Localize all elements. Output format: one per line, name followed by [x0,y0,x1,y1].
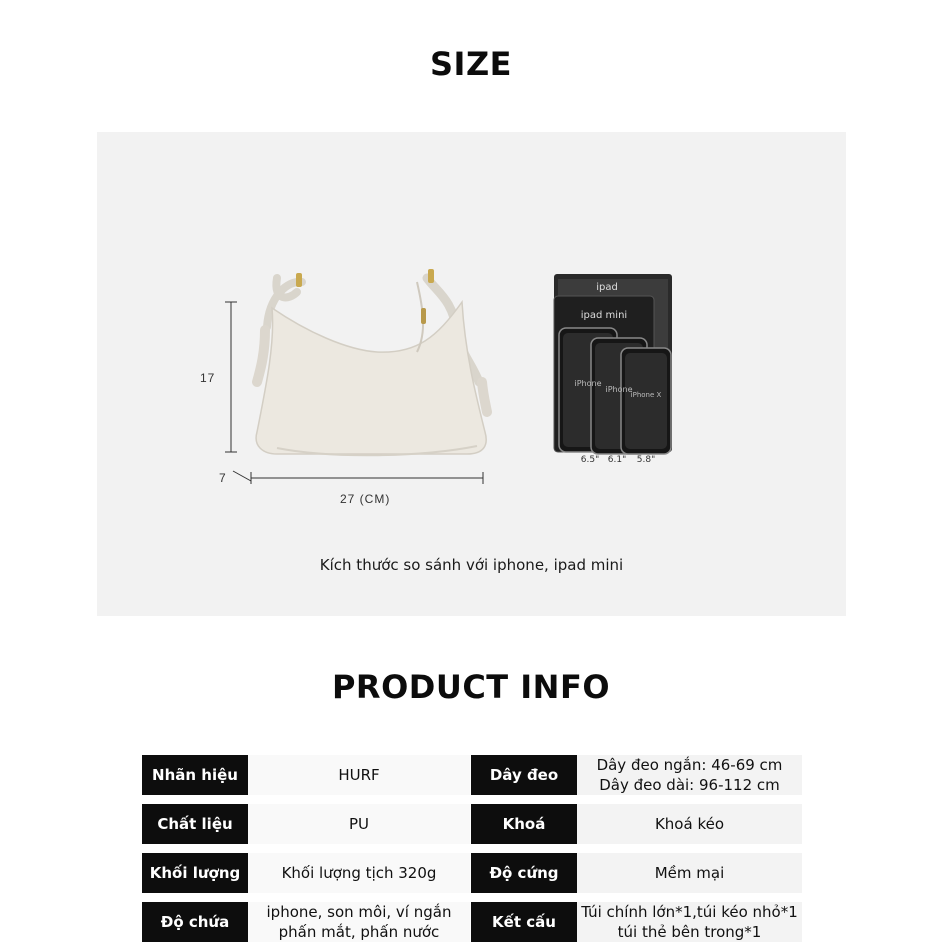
size-panel [97,132,846,616]
size-caption: Kích thước so sánh với iphone, ipad mini [319,556,624,574]
depth-value: 7 [219,471,227,485]
info-value: Mềm mại [577,853,802,893]
info-label: Dây đeo [471,755,577,795]
info-row [142,804,802,844]
device-comparison [554,274,672,454]
info-value: HURF [248,755,470,795]
info-label: Kết cấu [471,902,577,942]
info-label: Chất liệu [142,804,248,844]
info-value: Khoá kéo [577,804,802,844]
info-label: Khối lượng [142,853,248,893]
info-value: iphone, son môi, ví ngắn phấn mắt, phấn nước [248,902,470,942]
product-info-heading: PRODUCT INFO [331,668,611,706]
info-label: Nhãn hiệu [142,755,248,795]
info-value: PU [248,804,470,844]
width-value: 27 (CM) [340,492,391,506]
phone-1-size: 6.5" [580,455,600,465]
handbag-image [256,269,487,455]
info-label: Độ cứng [471,853,577,893]
info-label: Khoá [471,804,577,844]
ipad-label: ipad [596,282,618,293]
size-heading: SIZE [429,45,512,83]
phone-3-size: 5.8" [636,455,656,465]
phone-1-name: iPhone [574,379,602,388]
info-value: Khối lượng tịch 320g [248,853,470,893]
phone-2-size: 6.1" [607,455,627,465]
phone-3-name: iPhone X [630,391,662,399]
phone-2-name: iPhone [605,385,633,394]
info-row [142,755,802,795]
info-value: Dây đeo ngắn: 46-69 cm Dây đeo dài: 96-112 cm [577,755,802,795]
ipad-mini-label: ipad mini [580,310,628,321]
info-label: Độ chứa [142,902,248,942]
info-value: Túi chính lớn*1,túi kéo nhỏ*1 túi thẻ bên trong*1 [577,902,802,942]
info-row [142,853,802,893]
height-value: 17 [200,371,216,385]
info-row [142,902,802,942]
